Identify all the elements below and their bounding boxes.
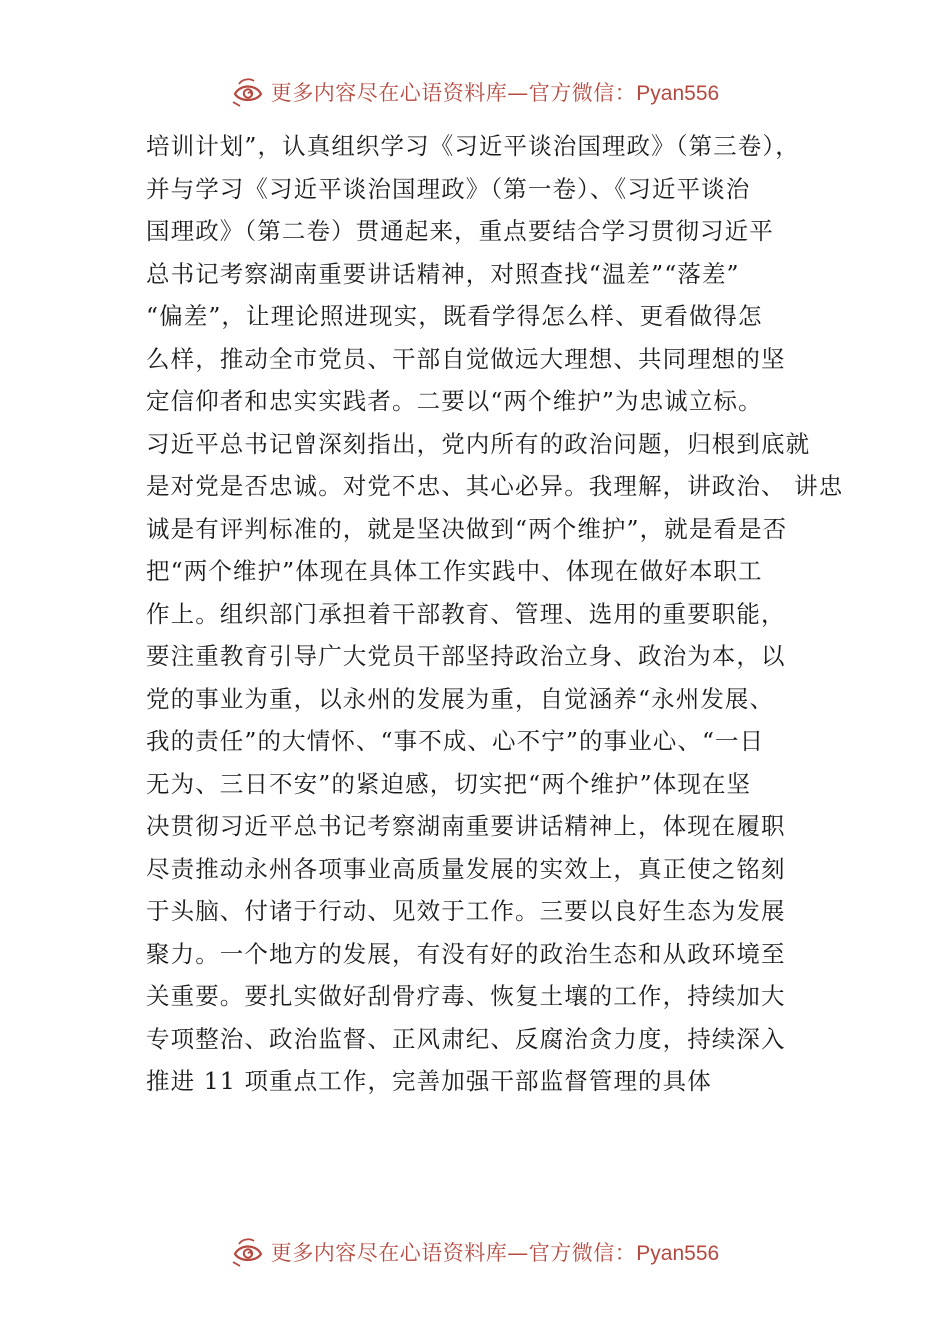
text-line: 么样，推动全市党员、干部自觉做远大理想、共同理想的坚 (146, 344, 786, 373)
text-line: 诚是有评判标准的，就是坚决做到“两个维护”，就是看是否 (146, 514, 788, 543)
text-line: 尽责推动永州各项事业高质量发展的实效上，真正使之铭刻 (146, 854, 786, 883)
header-watermark-account: Pyan556 (636, 82, 720, 105)
text-line: 把“两个维护”体现在具体工作实践中、体现在做好本职工 (146, 557, 763, 585)
text-line: 要注重教育引导广大党员干部坚持政治立身、政治为本，以 (146, 642, 786, 670)
text-line: 并与学习《习近平谈治国理政》（第一卷）、《习近平谈治 (146, 174, 751, 203)
eye-spiral-logo-icon (231, 75, 265, 109)
text-line: 国理政》（第二卷）贯通起来，重点要结合学习贯彻习近平 (146, 217, 774, 245)
text-line: 党的事业为重，以永州的发展为重，自觉涵养“永州发展、 (146, 684, 775, 713)
eye-spiral-logo-icon (231, 1235, 265, 1269)
text-line: “偏差”，让理论照进现实，既看学得怎么样、更看做得怎 (146, 302, 763, 330)
text-line: 于头脑、付诸于行动、见效于工作。三要以良好生态为发展 (146, 897, 786, 925)
text-line: 专项整治、政治监督、正风肃纪、反腐治贪力度，持续深入 (146, 1024, 786, 1053)
text-line: 我的责任”的大情怀、“事不成、心不宁”的事业心、“一日 (146, 727, 765, 755)
header-watermark-text: 更多内容尽在心语资料库—官方微信：Pyan556 (270, 81, 720, 105)
text-line: 是对党是否忠诚。对党不忠、其心必异。我理解，讲政治、 讲忠 (146, 472, 844, 500)
text-line: 作上。组织部门承担着干部教育、管理、选用的重要职能， (146, 599, 786, 628)
text-line: 培训计划”，认真组织学习《习近平谈治国理政》（第三卷）， (146, 132, 800, 160)
footer-watermark-account: Pyan556 (636, 1242, 720, 1265)
footer-watermark (0, 1232, 950, 1272)
header-watermark (0, 72, 950, 112)
text-line: 聚力。一个地方的发展，有没有好的政治生态和从政环境至 (146, 939, 786, 968)
text-line: 习近平总书记曾深刻指出，党内所有的政治问题，归根到底就 (146, 429, 811, 458)
text-line: 关重要。要扎实做好刮骨疗毒、恢复土壤的工作，持续加大 (146, 982, 786, 1010)
text-line: 无为、三日不安”的紧迫感，切实把“两个维护”体现在坚 (146, 769, 752, 798)
text-line: 决贯彻习近平总书记考察湖南重要讲话精神上，体现在履职 (146, 812, 786, 840)
text-line: 总书记考察湖南重要讲话精神，对照查找“温差”“落差” (146, 259, 740, 288)
text-line: 推进 11 项重点工作，完善加强干部监督管理的具体 (146, 1067, 712, 1095)
footer-watermark-text: 更多内容尽在心语资料库—官方微信：Pyan556 (270, 1241, 720, 1265)
document-body (146, 125, 844, 1103)
text-line: 定信仰者和忠实实践者。二要以“两个维护”为忠诚立标。 (146, 387, 763, 415)
